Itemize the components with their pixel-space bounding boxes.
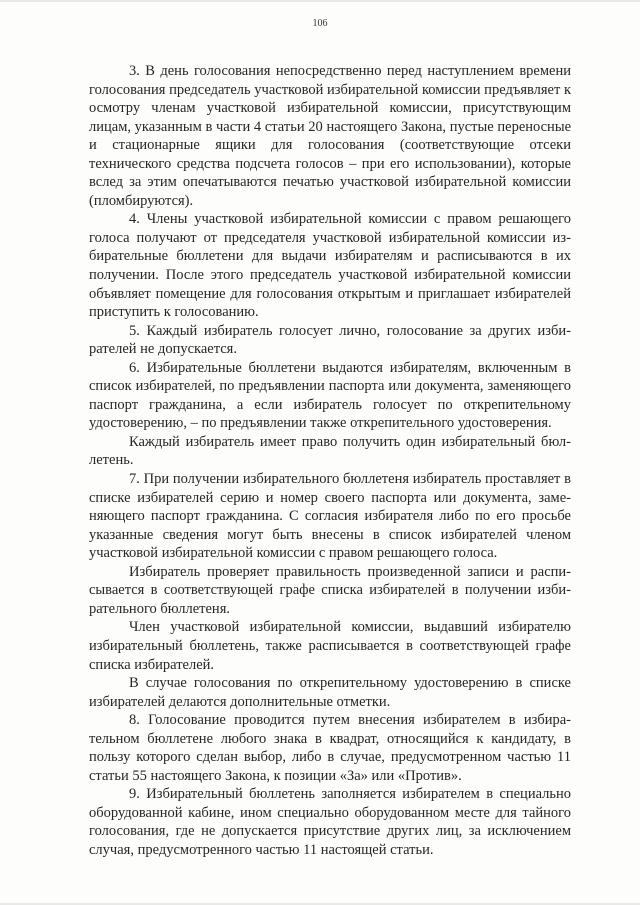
scan-top-edge [0,0,640,2]
paragraph-item-7: 7. При получении избирательного бюллетеня избиратель проставляет в списке избирателей серию и номер своего паспорта или документа, заменяющего паспорт гражданина. С согласия избирателя либо по его просьбе указанные сведения могут быть внесены в список избирателей членом участковой избирательной комиссии с правом решающего голоса. [89,471,571,562]
paragraph-item-9: 9. Избирательный бюллетень заполняется избирателем в специально оборудованной кабине, ином специально оборудованном месте для тайного голосования, где не допускается присутствие других лиц, за исключением случая, предусмотренного частью 11 настоящей статьи. [89,786,571,858]
document-body [89,62,571,860]
paragraph-item-8: 8. Голосование проводится путем внесения избирателем в избирательном бюллетене любого знака в квадрат, относящийся к кандидату, в пользу которого сделан выбор, либо в случае, предусмотренном частью 11 статьи 55 настоящего Закона, к позиции «За» или «Против». [89,712,571,784]
paragraph-item-7-continued-b: Член участковой избирательной комиссии, выдавший избирателю избирательный бюллетень, также расписывается в соответствующей графе списка избирателей. [89,619,571,673]
paragraph-item-6-continued: Каждый избиратель имеет право получить один избирательный бюллетень. [89,433,571,469]
paragraph-item-6: 6. Избирательные бюллетени выдаются избирателям, включенным в список избирателей, по предъявлении паспорта или документа, заменяющего паспорт гражданина, а если избиратель голосует по открепительному удостоверению, – по предъявлении также открепительного удостоверения. [89,359,571,432]
paragraph-item-5: 5. Каждый избиратель голосует лично, голосование за других избирателей не допускается. [89,322,571,358]
paragraph-item-7-continued-c: В случае голосования по открепительному удостоверению в списке избирателей делаются дополнительные отметки. [89,675,571,710]
paragraph-item-3: 3. В день голосования непосредственно перед наступлением времени голосования председатель участковой избирательной комиссии предъявляет к осмотру членам участковой избирательной комиссии, присутствующим лицам, указанным в части 4 статьи 20 настоящего Закона, пустые переносные и стационарные ящики для голосования (соответствующие отсеки технического средства подсчета голосов – при его использовании), которые вслед за этим опечатываются печатью участковой избирательной комиссии (пломбируются). [89,63,571,209]
page-number: 106 [312,18,328,29]
paragraph-item-7-continued-a: Избиратель проверяет правильность произведенной записи и расписывается в соответствующей графе списка избирателей в получении избирательного бюллетеня. [89,563,571,617]
paragraph-item-4: 4. Члены участковой избирательной комиссии с правом решающего голоса получают от председателя участковой избирательной комиссии избирательные бюллетени для выдачи избирателям и расписываются в их получении. После этого председатель участковой избирательной комиссии объявляет помещение для голосования открытым и приглашает избирателей приступить к голосованию. [89,211,571,321]
